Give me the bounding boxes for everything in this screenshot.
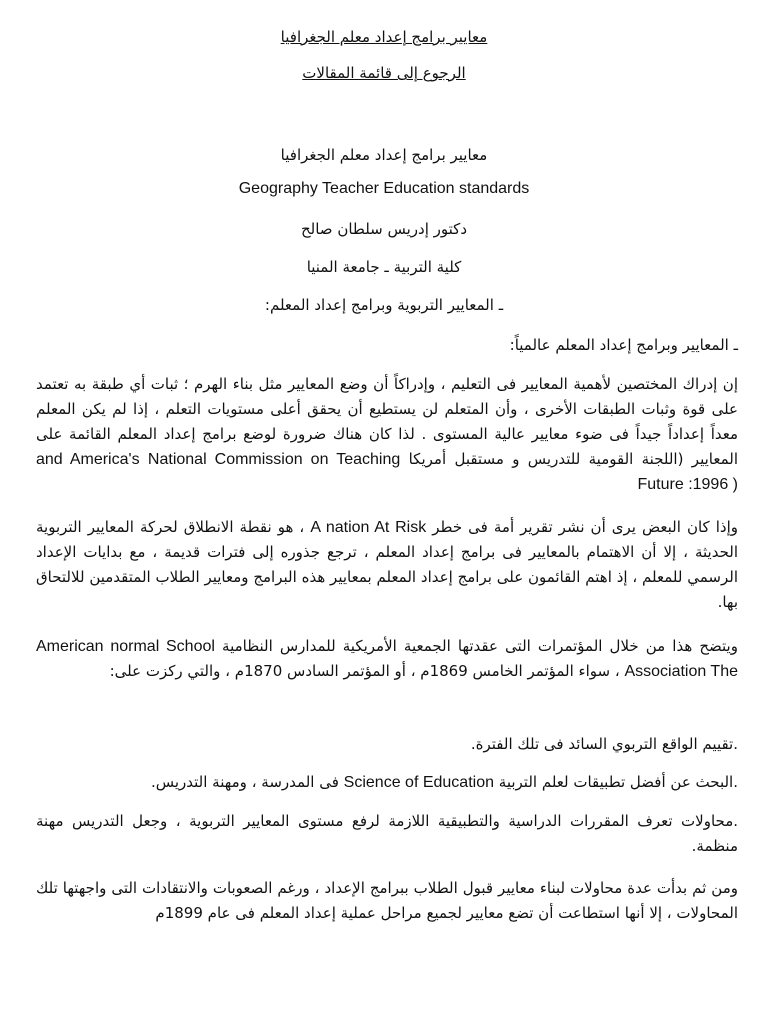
author-name: دكتور إدريس سلطان صالح — [300, 220, 468, 238]
article-title-arabic: معايير برامج إعداد معلم الجغرافيا — [280, 146, 488, 164]
paragraph-3-english-term: American normal School Association The — [36, 638, 738, 680]
list-item-english-term: Science of Education — [343, 774, 494, 791]
paragraph-1: إن إدراك المختصين لأهمية المعايير فى التعليم ، وإدراكاً أن وضع المعايير مثل بناء الهرم ؛ ثبات أي طبقة به تعتمد على قوة وثبات الطبقات الأخرى ، وأن المتعلم لن يستطيع أن يحقق أعلى مستويات التعلم ، إذا لم يكن المعلم معداً إعداداً جيداً فى ضوء معايير عالية المستوى . لذا كان هناك ضرورة لوضع برامج إعداد المعلم القائمة على المعايير (اللجنة القومية للتدريس و مستقبل أمريكا National Commission on Teaching and America's Future :1996 ) — [36, 375, 738, 493]
paragraph-2-english-term: A nation At Risk — [310, 519, 427, 536]
section-heading-standards: ـ المعايير التربوية وبرامج إعداد المعلم: — [264, 296, 504, 314]
paragraph-4: ومن ثم بدأت عدة محاولات لبناء معايير قبول الطلاب ببرامج الإعداد ، ورغم الصعوبات والانتقادات التى واجهتها تلك المحاولات ، إلا أنها استطاعت أن تضع معايير لجميع مراحل عملية إعداد المعلم فى عام 1899م — [36, 879, 738, 922]
article-title-link[interactable]: معايير برامج إعداد معلم الجغرافيا — [280, 28, 488, 46]
section-heading-global: ـ المعايير وبرامج إعداد المعلم عالمياً: — [509, 336, 738, 354]
author-affiliation: كلية التربية ـ جامعة المنيا — [306, 258, 462, 276]
paragraph-1-english-term-2: and America's Future :1996 ) — [36, 451, 738, 493]
paragraph-3: ويتضح هذا من خلال المؤتمرات التى عقدتها الجمعية الأمريكية للمدارس النظامية American normal School Association The ، سواء المؤتمر الخامس 1869م ، أو المؤتمر السادس 1870م ، والتي ركزت على: — [36, 637, 738, 680]
list-item: .تقييم الواقع التربوي السائد فى تلك الفترة. — [470, 735, 738, 753]
article-title-english: Geography Teacher Education standards — [238, 180, 530, 197]
list-item: .محاولات تعرف المقررات الدراسية والتطبيقية اللازمة لرفع مستوى المعايير التربوية ، وجعل التدريس مهنة منظمة. — [36, 812, 738, 855]
list-item: .البحث عن أفضل تطبيقات لعلم التربية Science of Education فى المدرسة ، ومهنة التدريس. — [150, 773, 738, 791]
paragraph-1-english-term: National Commission on Teaching — [147, 451, 401, 468]
paragraph-2: وإذا كان البعض يرى أن نشر تقرير أمة فى خطر A nation At Risk ، هو نقطة الانطلاق لحركة المعايير التربوية الحديثة ، إلا أن الاهتمام بالمعايير فى برامج إعداد المعلم ، ترجع جذوره إلى فترات قديمة ، مع بدايات الإعداد الرسمي للمعلم ، إذ اهتم القائمون على برامج إعداد المعلم بمعايير هذه البرامج ومعايير الطلاب المتقدمين للالتحاق بها. — [36, 518, 738, 611]
back-to-articles-link[interactable]: الرجوع إلى قائمة المقالات — [302, 64, 466, 82]
